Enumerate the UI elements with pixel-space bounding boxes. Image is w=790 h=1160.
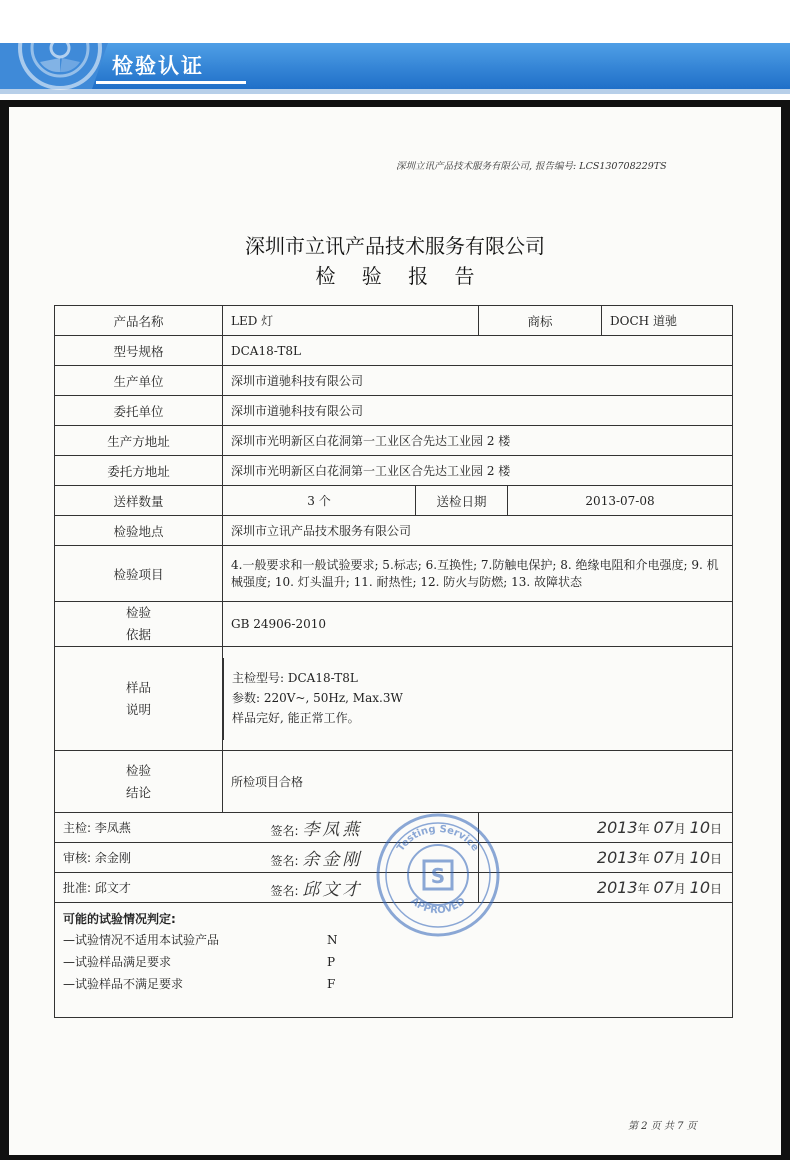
sample-line-3: 样品完好, 能正常工作。 <box>232 710 360 725</box>
reviewer-date: 2013年 07月 10日 <box>479 843 733 873</box>
judgement-line: —试验样品满足要求 P <box>63 955 336 969</box>
row-mfr-address <box>55 426 733 456</box>
row-sample-qty <box>55 486 733 516</box>
judgement-line: —试验样品不满足要求 F <box>63 977 336 991</box>
manufacturer-value: 深圳市道驰科技有限公司 <box>223 366 733 396</box>
signature-handwriting: 余金刚 <box>302 850 363 870</box>
report-header-line: 深圳立讯产品技术服务有限公司, 报告编号: LCS130708229TS <box>396 161 667 172</box>
location-label: 检验地点 <box>55 516 223 546</box>
reviewer-role: 审核: 余金刚 <box>55 843 223 873</box>
items-value: 4.一般要求和一般试验要求; 5.标志; 6.互换性; 7.防触电保护; 8. 绝缘电阻和介电强度; 9. 机械强度; 10. 灯头温升; 11. 耐热性; 12. 防火与防燃; 13. 故障状态 <box>223 546 733 602</box>
row-items <box>55 546 733 602</box>
judgement-title: 可能的试验情况判定: <box>63 912 176 926</box>
product-name-label: 产品名称 <box>55 306 223 336</box>
client-value: 深圳市道驰科技有限公司 <box>223 396 733 426</box>
mfr-address-value: 深圳市光明新区白花洞第一工业区合先达工业园 2 楼 <box>223 426 733 456</box>
approver-date: 2013年 07月 10日 <box>479 873 733 903</box>
row-model <box>55 336 733 366</box>
signature-handwriting: 李凤燕 <box>302 820 363 840</box>
submit-date-label: 送检日期 <box>416 486 508 516</box>
row-manufacturer <box>55 366 733 396</box>
inspector-role: 主检: 李凤燕 <box>55 813 223 843</box>
approval-stamp-icon <box>375 812 501 938</box>
row-basis <box>55 602 733 647</box>
reviewer-signature: 签名: 余金刚 <box>223 843 479 873</box>
conclusion-label: 检验 结论 <box>55 751 223 813</box>
row-client-address <box>55 456 733 486</box>
sample-label: 样品 说明 <box>55 647 223 751</box>
items-label: 检验项目 <box>55 546 223 602</box>
signature-handwriting: 邱文才 <box>302 880 363 900</box>
trademark-value: DOCH 道驰 <box>602 306 733 336</box>
conclusion-value: 所检项目合格 <box>223 751 733 813</box>
approver-signature: 签名: 邱文才 <box>223 873 479 903</box>
client-address-value: 深圳市光明新区白花洞第一工业区合先达工业园 2 楼 <box>223 456 733 486</box>
banner-shade <box>0 89 790 94</box>
row-sample <box>55 647 733 751</box>
reel-logo-icon <box>0 0 108 96</box>
client-label: 委托单位 <box>55 396 223 426</box>
sample-value <box>223 647 733 751</box>
manufacturer-label: 生产单位 <box>55 366 223 396</box>
sample-line-1: 主检型号: DCA18-T8L <box>232 670 358 685</box>
sample-qty-value: 3 个 <box>223 486 416 516</box>
location-value: 深圳市立讯产品技术服务有限公司 <box>223 516 733 546</box>
mfr-address-label: 生产方地址 <box>55 426 223 456</box>
svg-text:APPROVED: APPROVED <box>408 895 468 917</box>
inspector-signature: 签名: 李凤燕 <box>223 813 479 843</box>
svg-text:S: S <box>430 864 446 888</box>
row-location <box>55 516 733 546</box>
basis-label: 检验 依据 <box>55 602 223 647</box>
model-value: DCA18-T8L <box>223 336 733 366</box>
report-title: 检 验 报 告 <box>315 264 485 288</box>
sample-qty-label: 送样数量 <box>55 486 223 516</box>
trademark-label: 商标 <box>479 306 602 336</box>
company-title: 深圳市立讯产品技术服务有限公司 <box>245 234 545 258</box>
basis-value: GB 24906-2010 <box>223 602 733 647</box>
row-product-name <box>55 306 733 336</box>
row-conclusion <box>55 751 733 813</box>
approver-role: 批准: 邱文才 <box>55 873 223 903</box>
banner <box>0 0 790 96</box>
row-client <box>55 396 733 426</box>
page-number: 第 2 页 共 7 页 <box>628 1121 697 1132</box>
banner-underline <box>96 81 246 84</box>
svg-text:Testing Service: Testing Service <box>395 823 481 854</box>
judgement-line: —试验情况不适用本试验产品 N <box>63 933 338 947</box>
model-label: 型号规格 <box>55 336 223 366</box>
inspector-date: 2013年 07月 10日 <box>479 813 733 843</box>
banner-title: 检验认证 <box>112 54 204 78</box>
client-address-label: 委托方地址 <box>55 456 223 486</box>
sample-line-2: 参数: 220V~, 50Hz, Max.3W <box>232 690 403 705</box>
submit-date-value: 2013-07-08 <box>508 486 733 516</box>
product-name-value: LED 灯 <box>223 306 479 336</box>
